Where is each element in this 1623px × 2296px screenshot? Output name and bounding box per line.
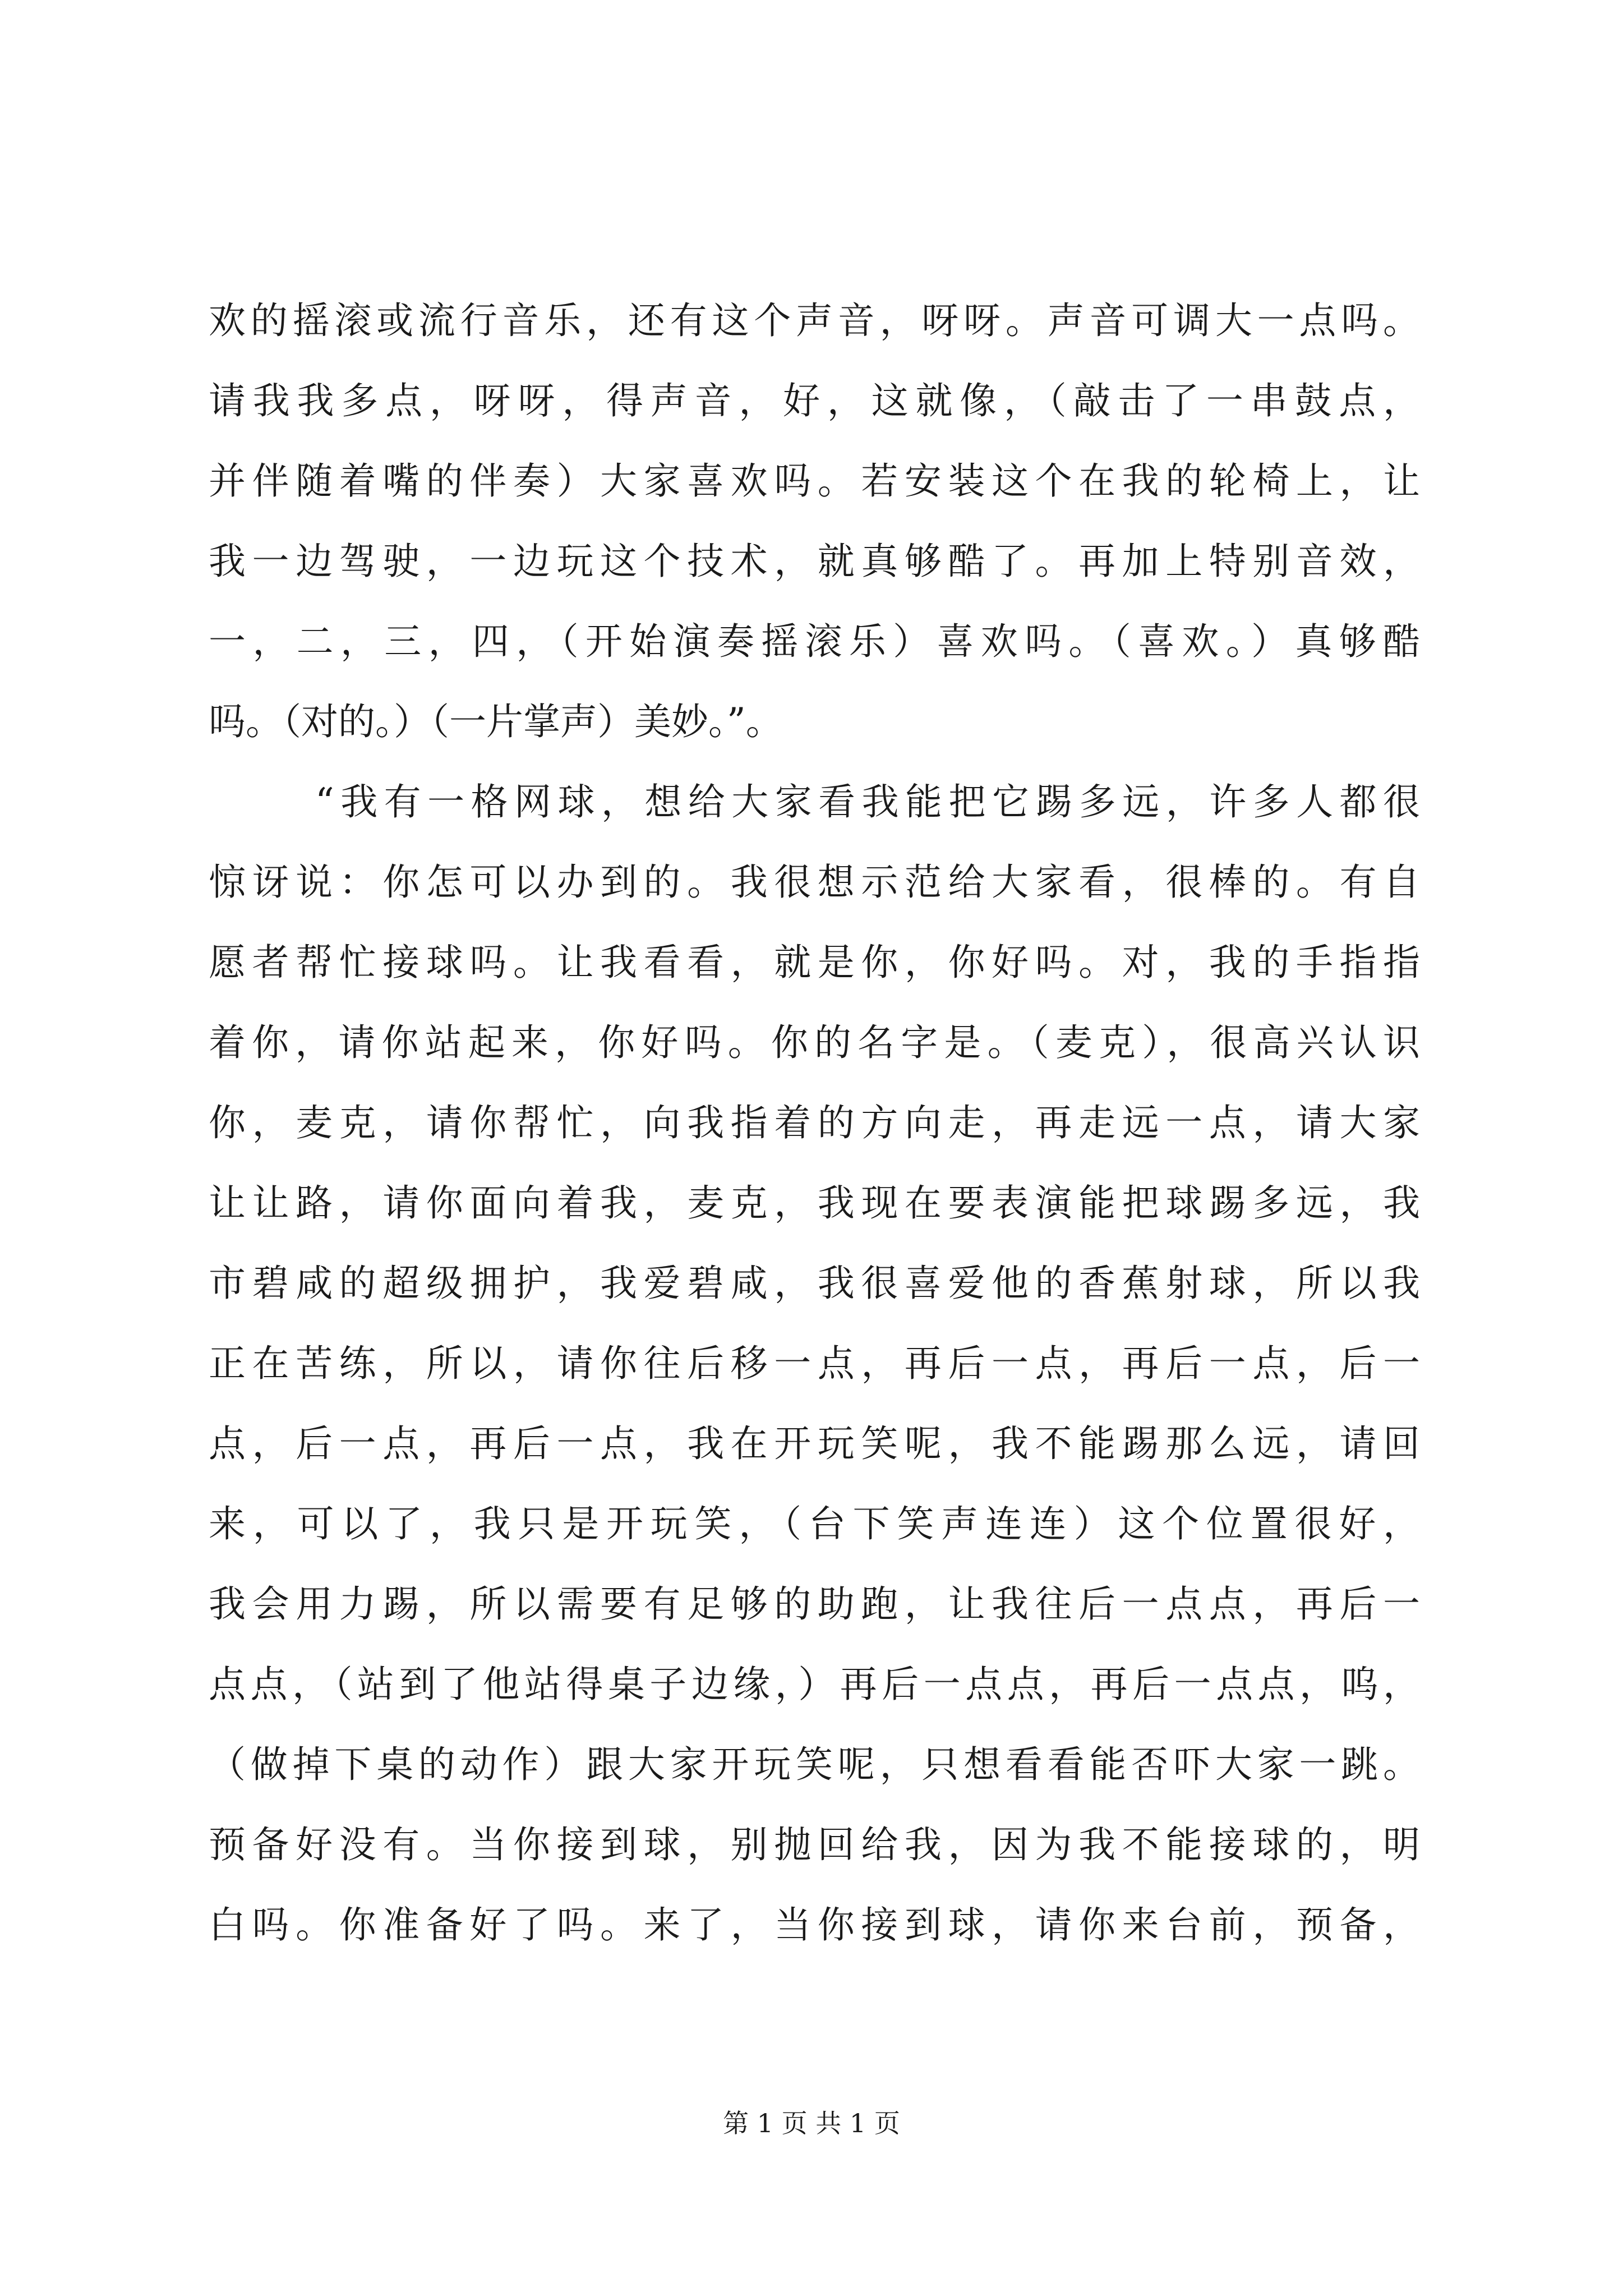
text-line: 吗。（对的。）（一片掌声）美妙。”。 (209, 700, 783, 743)
text-line: 愿者帮忙接球吗。让我看看，就是你，你好吗。对，我的手指指 (209, 941, 1420, 984)
text-line: 预备好没有。当你接到球，别抛回给我，因为我不能接球的，明 (209, 1823, 1420, 1866)
text-line: 让让路，请你面向着我，麦克，我现在要表演能把球踢多远，我 (209, 1181, 1420, 1225)
text-line: 一，二，三，四，（开始演奏摇滚乐）喜欢吗。（喜欢。）真够酷 (209, 620, 1420, 663)
page-number-label: 第 1 页 共 1 页 (723, 2108, 900, 2138)
text-line: 来，可以了，我只是开玩笑，（台下笑声连连）这个位置很好， (209, 1502, 1420, 1545)
text-line: 我会用力踢，所以需要有足够的助跑，让我往后一点点，再后一 (209, 1582, 1420, 1626)
body-text (209, 280, 1420, 1965)
text-line: 请我我多点，呀呀，得声音，好，这就像，（敲击了一串鼓点， (209, 379, 1420, 422)
text-line: 着你，请你站起来，你好吗。你的名字是。（麦克），很高兴认识 (209, 1021, 1420, 1064)
page-footer (0, 2106, 1623, 2140)
text-line: 白吗。你准备好了吗。来了，当你接到球，请你来台前，预备， (209, 1903, 1420, 1947)
text-line: 惊讶说：你怎可以办到的。我很想示范给大家看，很棒的。有自 (209, 861, 1420, 904)
text-line: （做掉下桌的动作）跟大家开玩笑呢，只想看看能否吓大家一跳。 (209, 1743, 1420, 1786)
text-line: 你，麦克，请你帮忙，向我指着的方向走，再走远一点，请大家 (209, 1101, 1420, 1144)
text-line: 点点，（站到了他站得桌子边缘，）再后一点点，再后一点点，呜， (209, 1663, 1420, 1706)
paragraph-first-line: “我有一格网球，想给大家看我能把它踢多远，许多人都很 (315, 780, 1420, 823)
text-line: 正在苦练，所以，请你往后移一点，再后一点，再后一点，后一 (209, 1342, 1420, 1385)
text-line: 市碧咸的超级拥护，我爱碧咸，我很喜爱他的香蕉射球，所以我 (209, 1262, 1420, 1305)
text-line: 欢的摇滚或流行音乐，还有这个声音，呀呀。声音可调大一点吗。 (209, 299, 1420, 342)
text-line: 并伴随着嘴的伴奏）大家喜欢吗。若安装这个在我的轮椅上，让 (209, 459, 1420, 503)
text-line: 点，后一点，再后一点，我在开玩笑呢，我不能踢那么远，请回 (209, 1422, 1420, 1465)
text-line: 我一边驾驶，一边玩这个技术，就真够酷了。再加上特别音效， (209, 540, 1420, 583)
